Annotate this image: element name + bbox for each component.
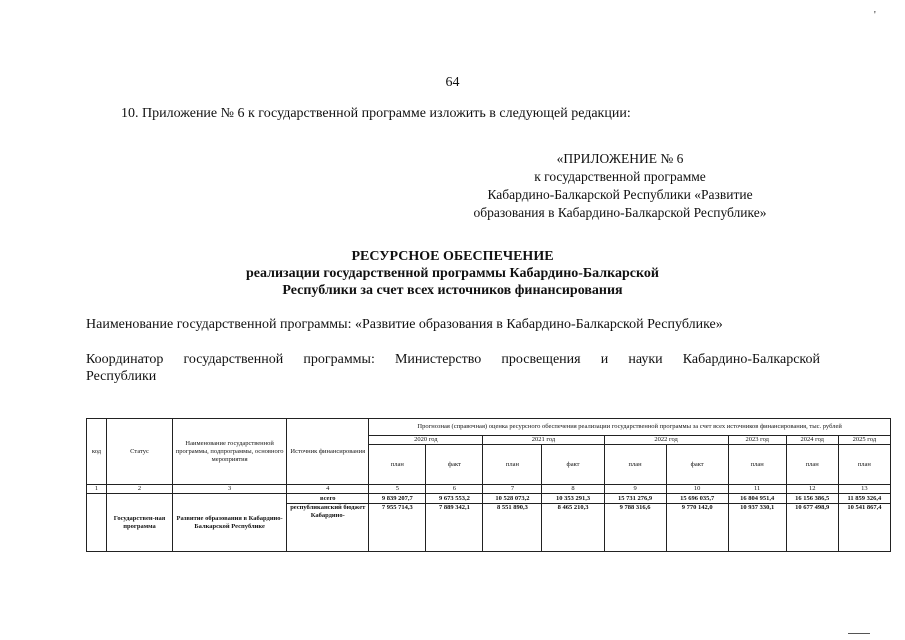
col-number: 6 (426, 485, 483, 494)
header-year-2020: 2020 год (369, 436, 483, 445)
col-number: 3 (173, 485, 287, 494)
col-number: 8 (542, 485, 604, 494)
coordinator-line-1: Координатор государственной программы: Министерство просвещения и науки Кабардино-Балкарской (86, 352, 820, 367)
header-name: Наименование государственной программы, подпрограммы, основного мероприятия (173, 419, 287, 485)
corner-mark: ' (874, 10, 876, 21)
col-number: 11 (728, 485, 786, 494)
cell-value: 9 788 316,6 (604, 504, 666, 552)
header-plan: план (728, 445, 786, 485)
header-code: код (87, 419, 107, 485)
cell-value: 15 696 035,7 (666, 494, 728, 504)
cell-value: 16 804 951,4 (728, 494, 786, 504)
header-year-2021: 2021 год (483, 436, 604, 445)
cell-value: 10 677 498,9 (786, 504, 838, 552)
header-plan: план (838, 445, 890, 485)
title-line-2: реализации государственной программы Кабардино-Балкарской (246, 266, 659, 281)
cell-value: 10 937 330,1 (728, 504, 786, 552)
appendix-line-4: образования в Кабардино-Балкарской Республике» (473, 205, 767, 220)
appendix-line-3: Кабардино-Балкарской Республики «Развитие (487, 187, 753, 202)
col-number: 7 (483, 485, 542, 494)
header-year-2022: 2022 год (604, 436, 728, 445)
coordinator (86, 351, 820, 385)
header-fact: факт (542, 445, 604, 485)
cell-value: 16 156 386,5 (786, 494, 838, 504)
program-name: Наименование государственной программы: «Развитие образования в Кабардино-Балкарской Республике» (86, 317, 723, 332)
header-year-2024: 2024 год (786, 436, 838, 445)
header-fact: факт (426, 445, 483, 485)
row-source-total: всего (287, 494, 369, 504)
header-status: Статус (107, 419, 173, 485)
document-title (0, 248, 905, 299)
cell-value: 10 541 867,4 (838, 504, 890, 552)
appendix-line-2: к государственной программе (534, 169, 706, 184)
header-plan: план (786, 445, 838, 485)
cell-value: 15 731 276,9 (604, 494, 666, 504)
col-number: 5 (369, 485, 426, 494)
cell-value: 8 465 210,3 (542, 504, 604, 552)
col-number: 10 (666, 485, 728, 494)
col-number: 12 (786, 485, 838, 494)
title-line-1: РЕСУРСНОЕ ОБЕСПЕЧЕНИЕ (351, 249, 554, 264)
appendix-heading (440, 150, 800, 222)
cell-value: 9 770 142,0 (666, 504, 728, 552)
row-source-budget: республиканский бюджет Кабардино- (287, 504, 369, 552)
header-year-2025: 2025 год (838, 436, 890, 445)
header-year-2023: 2023 год (728, 436, 786, 445)
cell-value: 7 889 342,1 (426, 504, 483, 552)
col-number: 4 (287, 485, 369, 494)
cell-value: 9 839 207,7 (369, 494, 426, 504)
header-source: Источник финансирования (287, 419, 369, 485)
cell-value: 11 859 326,4 (838, 494, 890, 504)
header-plan: план (369, 445, 426, 485)
cell-value: 10 353 291,3 (542, 494, 604, 504)
header-plan: план (604, 445, 666, 485)
page-number: 64 (445, 75, 460, 90)
row-code (87, 494, 107, 552)
cell-value: 10 528 073,2 (483, 494, 542, 504)
row-status: Государствен-ная программа (107, 494, 173, 552)
header-fact: факт (666, 445, 728, 485)
coordinator-line-2: Республики (86, 369, 157, 384)
col-number: 9 (604, 485, 666, 494)
scan-mark (848, 633, 870, 634)
resource-table (86, 418, 891, 552)
header-forecast: Прогнозная (справочная) оценка ресурсного обеспечения реализации государственной программы за счет всех источников финансирования, тыс. рублей (369, 419, 891, 436)
col-number: 1 (87, 485, 107, 494)
col-number: 13 (838, 485, 890, 494)
appendix-line-1: «ПРИЛОЖЕНИЕ № 6 (556, 151, 684, 166)
cell-value: 7 955 714,3 (369, 504, 426, 552)
intro-paragraph: 10. Приложение № 6 к государственной программе изложить в следующей редакции: (121, 106, 631, 121)
cell-value: 8 551 890,3 (483, 504, 542, 552)
title-line-3: Республики за счет всех источников финансирования (282, 283, 623, 298)
col-number: 2 (107, 485, 173, 494)
cell-value: 9 673 553,2 (426, 494, 483, 504)
header-plan: план (483, 445, 542, 485)
row-program-name: Развитие образования в Кабардино-Балкарской Республике (173, 494, 287, 552)
